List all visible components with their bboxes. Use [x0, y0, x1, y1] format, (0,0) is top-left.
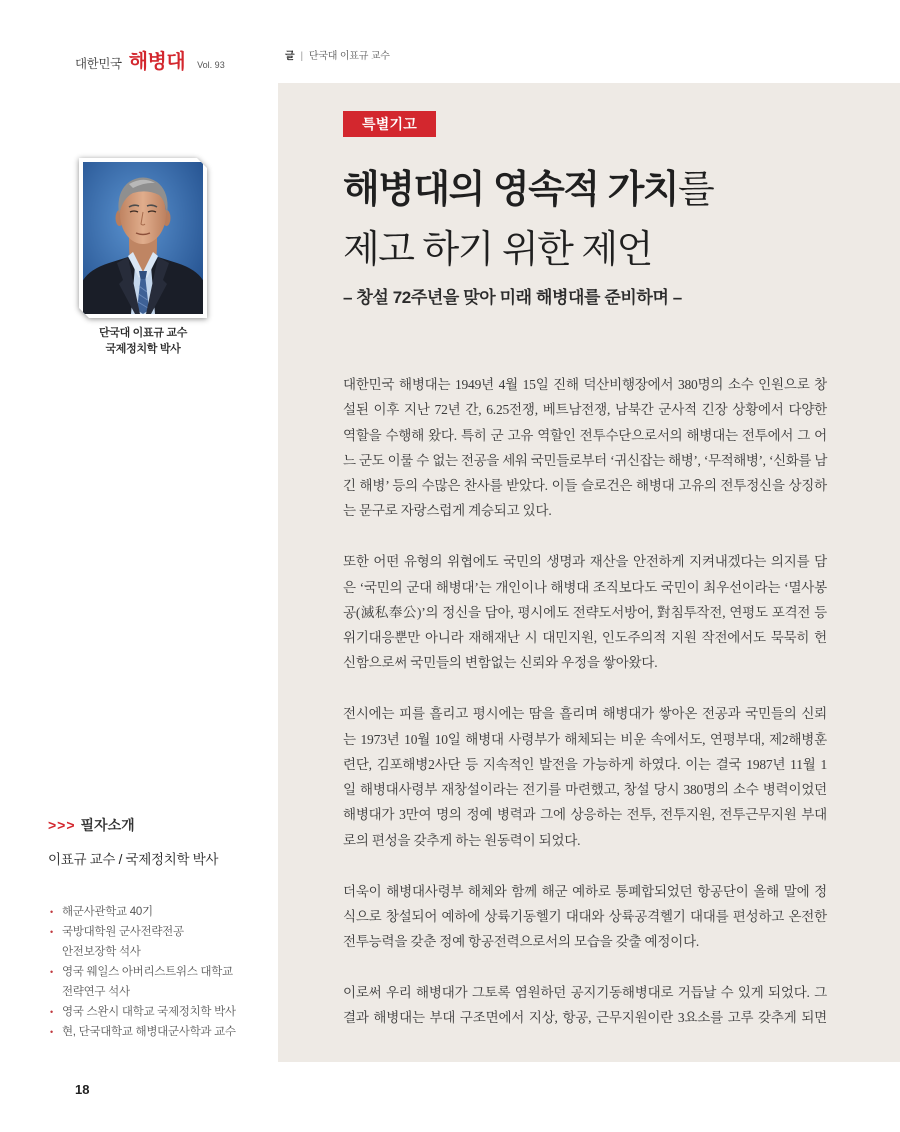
byline-separator: | [300, 51, 303, 62]
article-body [343, 372, 827, 1056]
list-item-text: 안전보장학 석사 [62, 946, 141, 958]
article-paragraph [343, 372, 827, 524]
list-item-text: 현, 단국대학교 해병대군사학과 교수 [62, 1026, 236, 1038]
author-portrait [83, 162, 203, 314]
title-line-1 [343, 160, 863, 220]
list-item [50, 1022, 275, 1042]
heading-text: 필자소개 [80, 817, 135, 833]
author-name-title: 이표규 교수 / 국제정치학 박사 [48, 852, 219, 867]
title-line-1-bold: 해병대의 영속적 가치 [343, 169, 678, 211]
bullet: • [50, 907, 53, 917]
masthead-brand: 해병대 [128, 51, 186, 73]
paragraph-line: 느 군도 이룰 수 없는 전공을 세워 국민들로부터 ‘귀신잡는 해병’, ‘무적해병’, ‘신화를 남 [343, 452, 827, 468]
author-photo-frame [79, 158, 207, 318]
category-badge: 특별기고 [343, 111, 436, 137]
caption-affiliation: 단국대 이표규 교수 [98, 327, 188, 339]
list-item-text: 영국 스완시 대학교 국제정치학 박사 [62, 1006, 236, 1018]
byline-author: 단국대 이표규 교수 [308, 51, 390, 62]
byline-label: 글 [285, 51, 295, 62]
paragraph-line: 더욱이 해병대사령부 해체와 함께 해군 예하로 통폐합되었던 항공단이 올해 말에 정 [343, 883, 827, 899]
paragraph-line: 는 1973년 10월 10일 해병대 사령부가 해체되는 비운 속에서도, 연평부대, 제2해병훈 [343, 731, 827, 747]
heading-marker: >>> [48, 817, 76, 833]
masthead-country: 대한민국 [75, 57, 122, 71]
article-title [343, 160, 863, 280]
paragraph-line: 역할을 수행해 왔다. 특히 군 고유 역할인 전투수단으로서의 해병대는 전투에서 그 어 [343, 427, 827, 443]
paragraph-line: 은 ‘국민의 군대 해병대’는 개인이나 해병대 조직보다도 국민이 최우선이라는 ‘멸사봉 [343, 579, 827, 595]
list-item-text: 영국 웨일스 아버리스트위스 대학교 [62, 966, 233, 978]
list-item-text: 전략연구 석사 [62, 986, 130, 998]
paragraph-line: 는 문구로 자랑스럽게 계승되고 있다. [343, 503, 552, 519]
author-photo [79, 158, 207, 318]
list-item-body [62, 922, 184, 962]
list-item-text: 국방대학원 군사전략전공 [62, 926, 184, 938]
bullet: • [50, 1027, 53, 1037]
byline [285, 50, 390, 64]
masthead [75, 45, 225, 73]
list-item-body [62, 1002, 236, 1022]
article-paragraph [343, 879, 827, 955]
paragraph-line: 신함으로써 국민들의 변함없는 신뢰와 우정을 쌓아왔다. [343, 655, 658, 671]
title-line-1-regular: 를 [678, 169, 714, 211]
paragraph-line: 설된 이후 지난 72년 간, 6.25전쟁, 베트남전쟁, 남북간 군사적 긴장 상황에서 다양한 [343, 402, 827, 418]
paragraph-line: 이로써 우리 해병대가 그토록 염원하던 공지기동해병대로 거듭날 수 있게 되었다. 그 [343, 984, 827, 1000]
paragraph-line: 공(滅私奉公)’의 정신을 담아, 평시에도 전략도서방어, 對침투작전, 연평도 포격전 등 [343, 604, 827, 620]
issue-volume: Vol. 93 [197, 60, 225, 70]
page-number: 18 [75, 1082, 90, 1097]
list-item-body [62, 902, 153, 922]
article-paragraph [343, 549, 827, 675]
paragraph-line: 또한 어떤 유형의 위협에도 국민의 생명과 재산을 안전하게 지켜내겠다는 의지를 담 [343, 554, 827, 570]
article-paragraph [343, 701, 827, 853]
list-item [50, 1002, 275, 1022]
paragraph-line: 해병대가 3만여 명의 정예 병력과 그에 상응하는 전투, 전투지원, 전투근무지원 부대 [343, 807, 827, 823]
article-paragraph [343, 980, 827, 1031]
paragraph-line: 위기대응뿐만 아니라 재해재난 시 대민지원, 인도주의적 지원 작전에서도 묵묵히 헌 [343, 630, 827, 646]
list-item-body [62, 962, 233, 1002]
article-subtitle: – 창설 72주년을 맞아 미래 해병대를 준비하며 – [343, 288, 682, 307]
paragraph-line: 전시에는 피를 흘리고 평시에는 땀을 흘리며 해병대가 쌓아온 전공과 국민들의 신뢰 [343, 706, 827, 722]
list-item [50, 922, 275, 962]
paragraph-line: 일 해병대사령부 재창설이라는 전기를 마련했고, 창설 당시 380명의 소수 병력이었던 [343, 782, 827, 798]
paragraph-line: 로의 편성을 갖추게 하는 원동력이 되었다. [343, 832, 581, 848]
list-item-text: 해군사관학교 40기 [62, 906, 153, 918]
list-item [50, 902, 275, 922]
bullet: • [50, 1007, 53, 1017]
paragraph-line: 전투능력을 갖춘 정예 항공전력으로서의 모습을 갖출 예정이다. [343, 934, 700, 950]
caption-degree: 국제정치학 박사 [105, 343, 181, 355]
bullet: • [50, 927, 53, 937]
paragraph-line: 련단, 김포해병2사단 등 지속적인 발전을 가능하게 하였다. 이는 결국 1987년 11월 1 [343, 756, 827, 772]
author-intro-heading [48, 815, 135, 835]
paragraph-line: 결과 해병대는 부대 구조면에서 지상, 항공, 근무지원이란 3요소를 고루 갖추게 되면 [343, 1010, 827, 1026]
list-item-body [62, 1022, 236, 1042]
bullet: • [50, 967, 53, 977]
author-credentials-list [50, 902, 275, 1042]
list-item [50, 962, 275, 1002]
photo-caption [43, 325, 243, 357]
title-line-2: 제고 하기 위한 제언 [343, 229, 652, 271]
paragraph-line: 식으로 창설되어 예하에 상륙기동헬기 대대와 상륙공격헬기 대대를 편성하고 온전한 [343, 908, 827, 924]
paragraph-line: 긴 해병’ 등의 수많은 찬사를 받았다. 이들 슬로건은 해병대 고유의 전투정신을 상징하 [343, 478, 827, 494]
paragraph-line: 대한민국 해병대는 1949년 4월 15일 진해 덕산비행장에서 380명의 소수 인원으로 창 [343, 377, 827, 392]
